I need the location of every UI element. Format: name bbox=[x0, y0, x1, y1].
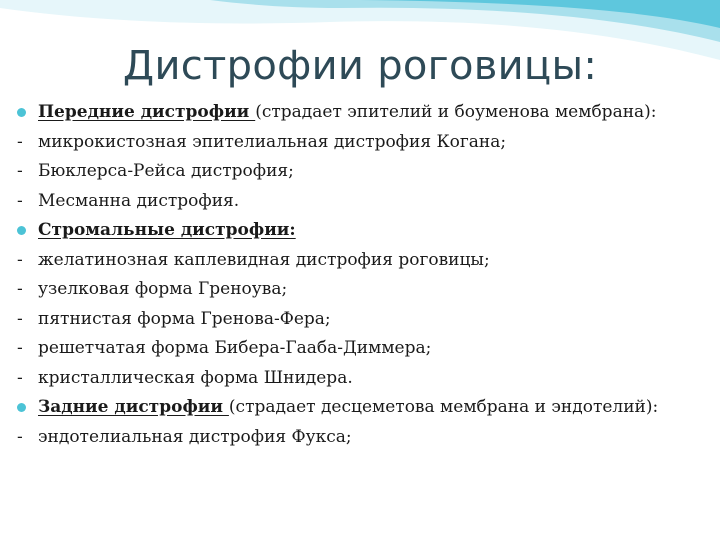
bullet-dot-icon bbox=[17, 403, 26, 412]
list-item-heading bbox=[16, 98, 706, 128]
dash-icon: - bbox=[17, 279, 23, 299]
list-item bbox=[16, 187, 706, 217]
dash-icon: - bbox=[17, 426, 23, 447]
heading-note: (страдает десцеметова мембрана и эндотелий): bbox=[228, 397, 659, 417]
heading-text: Стромальные дистрофии: bbox=[38, 220, 296, 240]
list-item-text: микрокистозная эпителиальная дистрофия Когана; bbox=[38, 131, 507, 152]
dash-icon: - bbox=[17, 308, 23, 329]
list-item-text: желатинозная каплевидная дистрофия роговицы; bbox=[38, 249, 490, 270]
list-item-heading bbox=[16, 216, 706, 246]
list-item bbox=[16, 128, 706, 158]
list-item-heading bbox=[16, 393, 706, 423]
dash-icon: - bbox=[17, 338, 23, 358]
slide-title: Дистрофии роговицы: bbox=[122, 43, 598, 89]
list-item bbox=[16, 275, 706, 305]
list-item-text: решетчатая форма Бибера-Гааба-Диммера; bbox=[38, 338, 432, 358]
heading-note: (страдает эпителий и боуменова мембрана): bbox=[255, 102, 657, 122]
dash-icon: - bbox=[17, 249, 23, 270]
list-item bbox=[16, 423, 706, 453]
bullet-dot-icon bbox=[17, 226, 26, 235]
heading-text: Передние дистрофии bbox=[38, 102, 256, 122]
dash-icon: - bbox=[17, 161, 23, 181]
list-item-text: Месманна дистрофия. bbox=[38, 190, 240, 211]
list-item bbox=[16, 305, 706, 335]
heading-text: Задние дистрофии bbox=[38, 397, 229, 417]
dash-icon: - bbox=[17, 367, 23, 388]
list-item-text: узелковая форма Греноува; bbox=[38, 279, 288, 299]
list-item-text: кристаллическая форма Шнидера. bbox=[38, 367, 353, 388]
bullet-dot-icon bbox=[17, 108, 26, 117]
content-list bbox=[16, 98, 706, 452]
list-item bbox=[16, 157, 706, 187]
dash-icon: - bbox=[17, 190, 23, 211]
list-item bbox=[16, 246, 706, 276]
list-item-text: пятнистая форма Гренова-Фера; bbox=[38, 308, 331, 329]
list-item bbox=[16, 364, 706, 394]
dash-icon: - bbox=[17, 131, 23, 152]
list-item-text: Бюклерса-Рейса дистрофия; bbox=[38, 161, 294, 181]
list-item bbox=[16, 334, 706, 364]
list-item-text: эндотелиальная дистрофия Фукса; bbox=[38, 426, 352, 447]
